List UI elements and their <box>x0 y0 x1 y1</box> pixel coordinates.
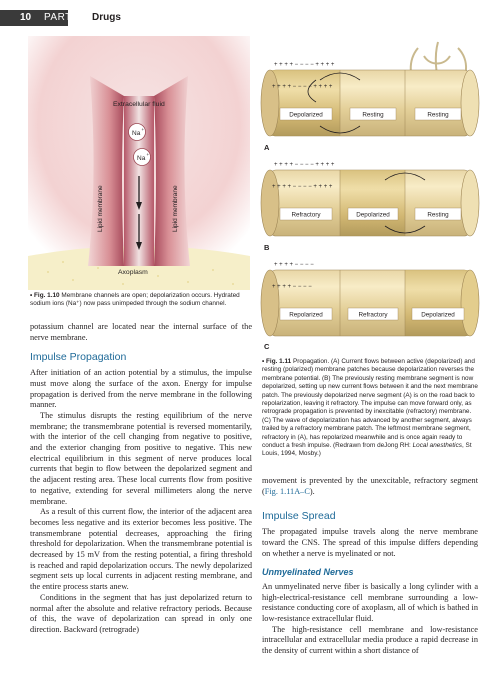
figure-1-10-illustration <box>28 36 250 290</box>
lipid-membrane-right-label: Lipid membrane <box>172 185 179 232</box>
right-paragraph-1: The propagated impulse travels along the nerve membrane toward the CNS. The spread of this impulse differs depending on whether a nerve is myelinated or not. <box>262 527 478 558</box>
right-top-text <box>262 476 478 497</box>
na-plus-bottom: + <box>146 152 150 157</box>
right-column <box>262 476 478 657</box>
panel-b-segment-1: Refractory <box>291 211 321 219</box>
panel-c <box>261 262 479 351</box>
lipid-membrane-left-label: Lipid membrane <box>97 185 104 232</box>
na-label-bottom: Na <box>137 155 146 162</box>
figure-reference-link[interactable]: Fig. 1.11A–C <box>264 486 310 496</box>
figure-1-10-caption-label: • Fig. 1.10 <box>30 292 60 299</box>
figure-1-11-caption <box>262 358 478 459</box>
figure-1-11-caption-text: Propagation. (A) Current flows between active (depolarized) and resting (polarized) membrane patches because depolarization reverses the membrane potential. (B) The previously resting membrane segment is now depolarized, setting up new current flows between it and the next membrane patch. The previously depolarized nerve segment (A) is on the road back to repolarization, leaving it refractory. The impulse can move forward only, as retrograde propagation is prevented by inexcitable (refractory) membrane. (C) The wave of depolarization has advanced by another segment, always trailed by a refractory membrane patch. The leftmost membrane segment, refractory in (A), has repolarized meanwhile and is once again ready to conduct a fresh impulse. (Redrawn from deJong RH: <box>262 358 478 450</box>
right-top-text-start: movement is prevented by the unexcitable, refractory segment ( <box>262 476 478 496</box>
panel-b-segment-2: Depolarized <box>356 211 390 219</box>
panel-a-segment-1: Depolarized <box>289 111 323 119</box>
panel-b-segment-3: Resting <box>427 211 449 219</box>
panel-c-segment-2: Refractory <box>358 311 388 319</box>
panel-a-segment-2: Resting <box>362 111 384 119</box>
axoplasm-label: Axoplasm <box>118 269 148 276</box>
na-label-top: Na <box>132 130 141 137</box>
figure-1-11-caption-end: , St Louis, 1994, Mosby.) <box>262 442 472 458</box>
left-paragraph-1: After initiation of an action potential by a stimulus, the impulse must move along the surface of the axon. Energy for impulse propagation is derived from the nerve membrane in the following manner. <box>30 368 252 410</box>
panel-a-letter: A <box>264 143 270 152</box>
panel-b-charges-inner: + + + + − − − − + + + + <box>272 184 333 190</box>
page-number: 10 <box>0 10 68 26</box>
figure-1-11-caption-source: Local anesthetics <box>412 442 462 450</box>
left-paragraph-3: As a result of this current flow, the interior of the adjacent area becomes less negative and its exterior becomes less positive. The transmembrane potential decreases, approaching the firing threshold for depolarization. When the transmembrane potential is decreased by 15 mV from the resting potential, a firing threshold is reached and rapid depolarization occurs. The newly depolarized segment sets up local currents in adjacent resting membrane, and the entire process starts anew. <box>30 507 252 592</box>
right-paragraph-3: The high-resistance cell membrane and low-resistance intracellular and extracellular media produce a rapid decrease in the density of current within a short distance of <box>262 624 478 656</box>
panel-b-charges-top: + + + + − − − − + + + + <box>274 162 335 168</box>
left-column <box>30 322 252 636</box>
part-label: PART I <box>44 12 79 23</box>
chapter-title: Drugs <box>92 12 121 23</box>
panel-c-segment-1: Repolarized <box>289 311 323 319</box>
panel-c-charges-inner: + + + + − − − − <box>272 284 312 290</box>
panel-a-charges-inner: + + + + − − − − + + + + <box>272 84 333 90</box>
figure-1-10-caption-text: Membrane channels are open; depolarization occurs. Hydrated sodium ions (Na⁺) now pass unimpeded through the sodium channel. <box>30 292 240 308</box>
panel-a <box>261 62 479 152</box>
subheading-unmyelinated-nerves: Unmyelinated Nerves <box>262 567 354 578</box>
section-heading-impulse-propagation: Impulse Propagation <box>30 351 127 364</box>
section-heading-impulse-spread: Impulse Spread <box>262 510 336 523</box>
figure-1-10-caption <box>30 292 252 309</box>
right-paragraph-2: An unmyelinated nerve fiber is basically a long cylinder with a high-electrical-resistance cell membrane surrounding a low-resistance conducting core of axoplasm, all of which is bathed in low-resistance extracellular fluid. <box>262 581 478 624</box>
panel-b <box>261 162 479 252</box>
panel-c-charges-top: + + + + − − − − <box>274 262 314 268</box>
panel-a-charges-top: + + + + − − − − + + + + <box>274 62 335 68</box>
right-top-text-end: ). <box>309 486 315 496</box>
left-paragraph-2: The stimulus disrupts the resting equilibrium of the nerve membrane; the transmembrane potential is reversed momentarily, with the interior of the cell changing from negative to positive, and the exterior changing from positive to negative. This new electrical equilibrium in this segment of nerve produces local currents that begin to flow between the depolarized segment and the adjacent resting area. These local currents flow from positive to negative, extending for several millimeters along the nerve membrane. <box>30 410 252 506</box>
left-top-text: potassium channel are located near the internal surface of the nerve membrane. <box>30 322 252 342</box>
left-paragraph-4: Conditions in the segment that has just depolarized return to normal after the absolute and relative refractory periods. Because of this, the wave of depolarization can spread in only one direction. Backward (retrograde) <box>30 592 252 634</box>
figure-1-11-illustration <box>260 52 480 352</box>
panel-a-segment-3: Resting <box>427 111 449 119</box>
panel-c-letter: C <box>264 342 270 351</box>
panel-b-letter: B <box>264 243 270 252</box>
extracellular-label: Extracellular fluid <box>113 101 165 108</box>
na-plus-top: + <box>141 127 145 132</box>
figure-1-11-caption-label: • Fig. 1.11 <box>262 358 292 365</box>
panel-c-segment-3: Depolarized <box>421 311 455 319</box>
